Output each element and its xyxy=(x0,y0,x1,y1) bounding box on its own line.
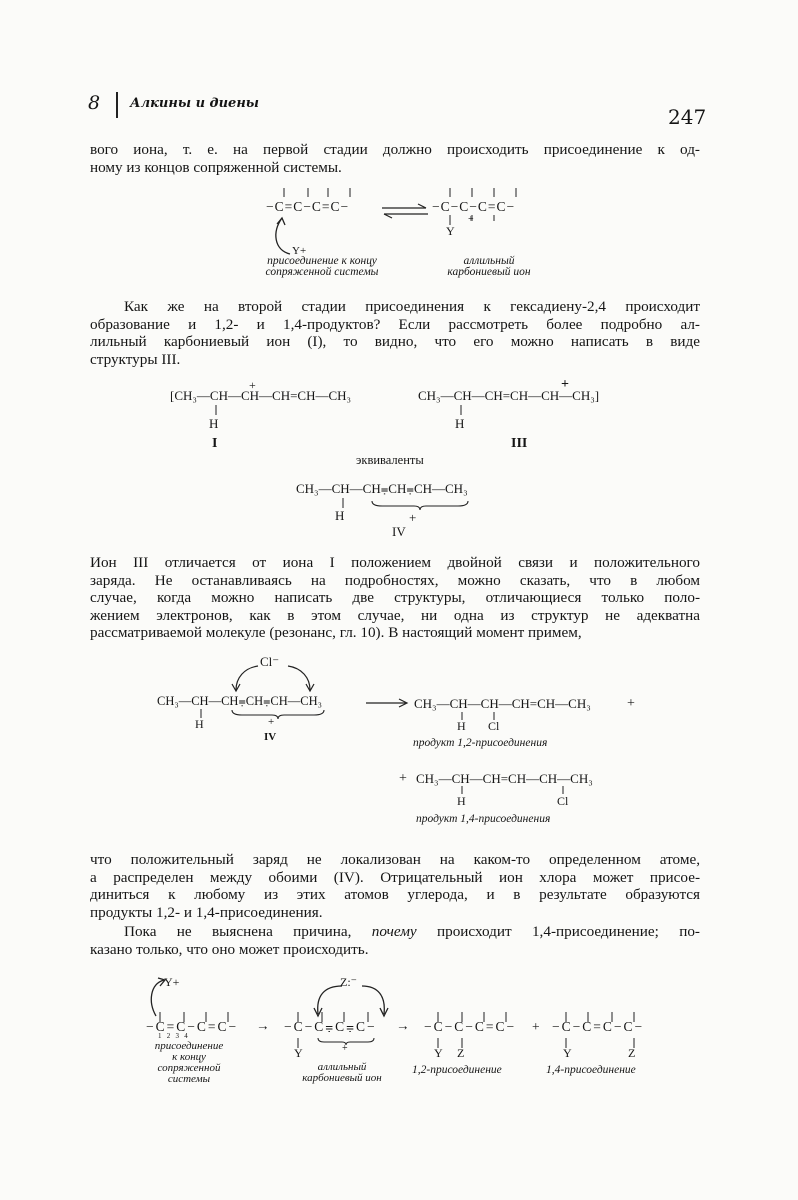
chem-formula-left: −C=C−C=C− xyxy=(266,199,350,214)
text-line: лильный карбониевый ион (I), то видно, что его можно написать в виде xyxy=(90,333,700,351)
text-line: Как же на второй стадии присоединения к гексадиену-2,4 происходит xyxy=(124,298,700,315)
hydrogen: H xyxy=(195,717,204,731)
reagent-y: Y+ xyxy=(164,975,180,989)
bond-ticks xyxy=(266,188,546,238)
attack-arrows xyxy=(226,660,336,696)
label-IV: IV xyxy=(392,524,406,539)
text-line: а распределен между обоими (IV). Отрицательный ион хлора может присое- xyxy=(90,868,700,886)
product-1-caption: продукт 1,2-присоединения xyxy=(413,737,548,749)
paragraph-2 xyxy=(90,298,700,368)
delocalization-brace xyxy=(230,708,326,720)
chem-formula-right: −C−C−C=C− xyxy=(432,199,516,214)
reagent-y: Y+ xyxy=(292,245,307,257)
paragraph-5 xyxy=(90,923,700,958)
header-divider xyxy=(116,92,118,118)
chloride-reagent: Cl⁻ xyxy=(260,654,280,669)
caption-right: аллильный карбониевый ион xyxy=(447,255,531,278)
arrow: → xyxy=(396,1018,410,1033)
reaction-arrow xyxy=(366,698,410,708)
text-line: казано только, что оно может происходить. xyxy=(90,940,369,958)
y-substituent: Y xyxy=(563,1046,572,1060)
product-2-caption: продукт 1,4-присоединения xyxy=(416,813,551,825)
z-substituent: Z xyxy=(457,1046,465,1060)
caption-4: 1,4-присоединение xyxy=(546,1064,636,1076)
ion-IV-formula: CH₃—CH—CH⩦CH⩦CH—CH₃ xyxy=(157,694,323,708)
y-substituent: Y xyxy=(294,1046,303,1060)
text-line: продукты 1,2- и 1,4-присоединения. xyxy=(90,903,323,921)
text-line: случае, когда можно написать две структуры, отличающиеся только поло- xyxy=(90,589,700,607)
chapter-number: 8 xyxy=(88,92,101,114)
caption-left: присоединение к концу сопряженной системы xyxy=(265,255,379,278)
page-number: 247 xyxy=(668,105,707,129)
plus-sign: + xyxy=(399,771,407,786)
hydrogen: H xyxy=(455,416,465,431)
plus-sign: + xyxy=(249,378,256,392)
plus-sign: + xyxy=(532,1019,540,1034)
text-line: ному из концов сопряженной системы. xyxy=(90,158,342,176)
product-1-formula: CH₃—CH—CH—CH=CH—CH₃ xyxy=(414,696,591,711)
text-line: диниться к любому из этих атомов углерода, и в результате образуются xyxy=(90,886,700,904)
ion-I-formula: [CH₃—CH—CH—CH=CH—CH₃ xyxy=(170,388,352,403)
paragraph-1 xyxy=(90,141,700,176)
hydrogen: H xyxy=(457,794,466,808)
text-line: что положительный заряд не локализован на каком-то определенном атоме, xyxy=(90,851,700,868)
label-IV: IV xyxy=(264,731,277,743)
caption-1: присоединение к концу сопряженной системы xyxy=(154,1040,224,1085)
equivalents-label: эквиваленты xyxy=(356,453,424,467)
y-substituent: Y xyxy=(446,224,455,238)
plus-sign: + xyxy=(342,1043,348,1054)
delocalization-brace xyxy=(370,499,470,511)
chain-4: −C−C=C−C− xyxy=(552,1019,645,1034)
text-line: образование и 1,2- и 1,4-продуктов? Если рассмотреть более подробно ал- xyxy=(90,315,700,333)
paragraph-3 xyxy=(90,554,700,642)
ion-IV-formula: CH₃—CH—CH⩦CH⩦CH—CH₃ xyxy=(296,481,468,496)
hydrogen: H xyxy=(209,416,219,431)
reagent-z: Z:⁻ xyxy=(340,975,357,989)
ion-III-formula: CH₃—CH—CH=CH—CH—CH₃] xyxy=(418,388,600,403)
carbon-numbers: 1 2 3 4 xyxy=(158,1032,188,1040)
chain-2: −C−C⩦C⩦C− xyxy=(284,1019,377,1034)
arrow: → xyxy=(256,1018,270,1033)
text-line: вого иона, т. е. на первой стадии должно происходить присоединение к од- xyxy=(90,141,700,158)
chlorine: Cl xyxy=(488,719,500,733)
plus-sign: + xyxy=(468,214,474,225)
hydrogen: H xyxy=(457,719,466,733)
y-substituent: Y xyxy=(434,1046,443,1060)
chapter-title: Алкины и диены xyxy=(130,96,260,111)
plus-sign: + xyxy=(627,696,635,711)
caption-3: 1,2-присоединение xyxy=(412,1064,502,1076)
text-line: заряда. Не останавливаясь на подробностях, можно сказать, что в любом xyxy=(90,571,700,589)
plus-sign: + xyxy=(409,510,417,525)
plus-sign: + xyxy=(268,716,275,728)
text-line: Ион III отличается от иона I положением двойной связи и положительного xyxy=(90,554,700,571)
label-III: III xyxy=(511,436,528,451)
text-line: рассматриваемой молекуле (резонанс, гл. 10). В настоящий момент примем, xyxy=(90,624,582,642)
label-I: I xyxy=(212,436,218,451)
hydrogen: H xyxy=(335,508,345,523)
product-2-formula: CH₃—CH—CH=CH—CH—CH₃ xyxy=(416,771,593,786)
emphasis: почему xyxy=(371,923,417,940)
text-line: жением электронов, как в этом случае, ни одна из структур не адекватна xyxy=(90,606,700,624)
paragraph-4 xyxy=(90,851,700,921)
caption-2: аллильный карбониевый ион xyxy=(302,1061,382,1084)
text-line: Пока не выяснена причина, почему происходит 1,4-присоединение; по- xyxy=(124,923,700,940)
chain-1: −C=C−C=C− xyxy=(146,1019,239,1034)
text-line: структуры III. xyxy=(90,350,181,368)
z-substituent: Z xyxy=(628,1046,636,1060)
chain-3: −C−C−C=C− xyxy=(424,1019,517,1034)
chlorine: Cl xyxy=(557,794,569,808)
plus-sign: + xyxy=(561,377,569,392)
